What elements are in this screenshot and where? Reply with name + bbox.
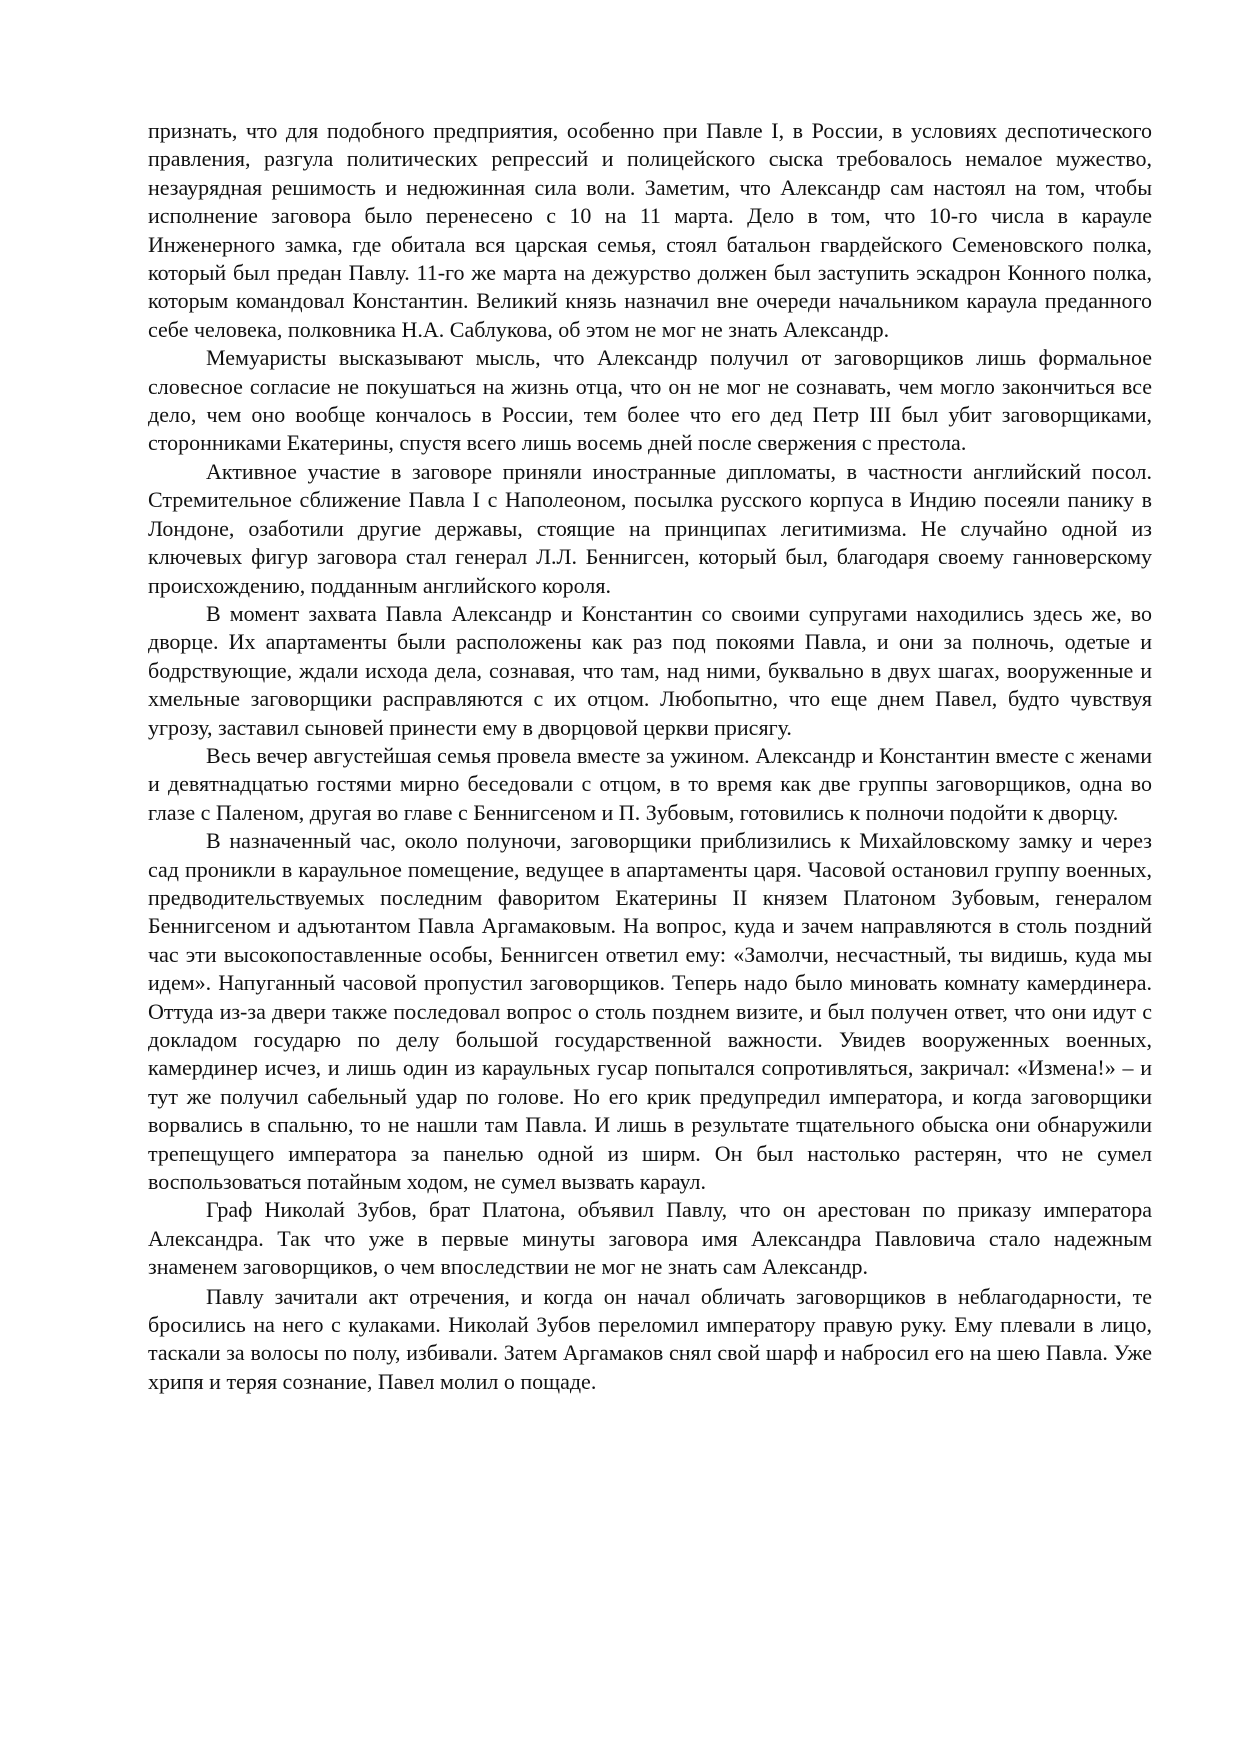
document-page — [148, 117, 1152, 1396]
paragraph-1: признать, что для подобного предприятия, особенно при Павле I, в России, в условиях деспотического правления, разгула политических репрессий и полицейского сыска требовалось немалое мужество, незаурядная решимость и недюжинная сила воли. Заметим, что Александр сам настоял на том, чтобы исполнение заговора было перенесено с 10 на 11 марта. Дело в том, что 10-го числа в карауле Инженерного замка, где обитала вся царская семья, стоял батальон гвардейского Семеновского полка, который был предан Павлу. 11-го же марта на дежурство должен был заступить эскадрон Конного полка, которым командовал Константин. Великий князь назначил вне очереди начальником караула преданного себе человека, полковника Н.А. Саблукова, об этом не мог не знать Александр. — [148, 118, 1152, 342]
paragraph-8: Павлу зачитали акт отречения, и когда он начал обличать заговорщиков в неблагодарности, те бросились на него с кулаками. Николай Зубов переломил императору правую руку. Ему плевали в лицо, таскали за волосы по полу, избивали. Затем Аргамаков снял свой шарф и набросил его на шею Павла. Уже хрипя и теряя сознание, Павел молил о пощаде. — [148, 1283, 1152, 1394]
paragraph-5: Весь вечер августейшая семья провела вместе за ужином. Александр и Константин вместе с женами и девятнадцатью гостями мирно беседовали с отцом, в то время как две группы заговорщиков, одна во глазе с Паленом, другая во главе с Беннигсеном и П. Зубовым, готовились к полночи подойти к дворцу. — [148, 742, 1152, 825]
paragraph-4: В момент захвата Павла Александр и Константин со своими супругами находились здесь же, во дворце. Их апартаменты были расположены как раз под покоями Павла, и они за полночь, одетые и бодрствующие, ждали исхода дела, сознавая, что там, над ними, буквально в двух шагах, вооруженные и хмельные заговорщики расправляются с их отцом. Любопытно, что еще днем Павел, будто чувствуя угрозу, заставил сыновей принести ему в дворцовой церкви присягу. — [148, 600, 1152, 740]
paragraph-6: В назначенный час, около полуночи, заговорщики приблизились к Михайловскому замку и через сад проникли в караульное помещение, ведущее в апартаменты царя. Часовой остановил группу военных, предводительствуемых последним фаворитом Екатерины II князем Платоном Зубовым, генералом Беннигсеном и адъютантом Павла Аргамаковым. На вопрос, куда и зачем направляются в столь поздний час эти высокопоставленные особы, Беннигсен ответил ему: «Замолчи, несчастный, ты видишь, куда мы идем». Напуганный часовой пропустил заговорщиков. Теперь надо было миновать комнату камердинера. Оттуда из-за двери также последовал вопрос о столь позднем визите, и был получен ответ, что они идут с докладом государю по делу большой государственной важности. Увидев вооруженных военных, камердинер исчез, и лишь один из караульных гусар попытался сопротивляться, закричал: «Измена!» – и тут же получил сабельный удар по голове. Но его крик предупредил императора, и когда заговорщики ворвались в спальню, то не нашли там Павла. И лишь в результате тщательного обыска они обнаружили трепещущего императора за панелью одной из ширм. Он был настолько растерян, что не сумел воспользоваться потайным ходом, не сумел вызвать караул. — [148, 828, 1152, 1195]
paragraph-3: Активное участие в заговоре приняли иностранные дипломаты, в частности английский посол. Стремительное сближение Павла I с Наполеоном, посылка русского корпуса в Индию посеяли панику в Лондоне, озаботили другие державы, стоящие на принципах легитимизма. Не случайно одной из ключевых фигур заговора стал генерал Л.Л. Беннигсен, который был, благодаря своему ганноверскому происхождению, подданным английского короля. — [148, 458, 1152, 598]
paragraph-2: Мемуаристы высказывают мысль, что Александр получил от заговорщиков лишь формальное словесное согласие не покушаться на жизнь отца, что он не мог не сознавать, чем могло закончиться все дело, чем оно вообще кончалось в России, тем более что его дед Петр III был убит заговорщиками, сторонниками Екатерины, спустя всего лишь восемь дней после свержения с престола. — [148, 345, 1152, 456]
paragraph-7: Граф Николай Зубов, брат Платона, объявил Павлу, что он арестован по приказу императора Александра. Так что уже в первые минуты заговора имя Александра Павловича стало надежным знаменем заговорщиков, о чем впоследствии не мог не знать сам Александр. — [148, 1197, 1152, 1280]
